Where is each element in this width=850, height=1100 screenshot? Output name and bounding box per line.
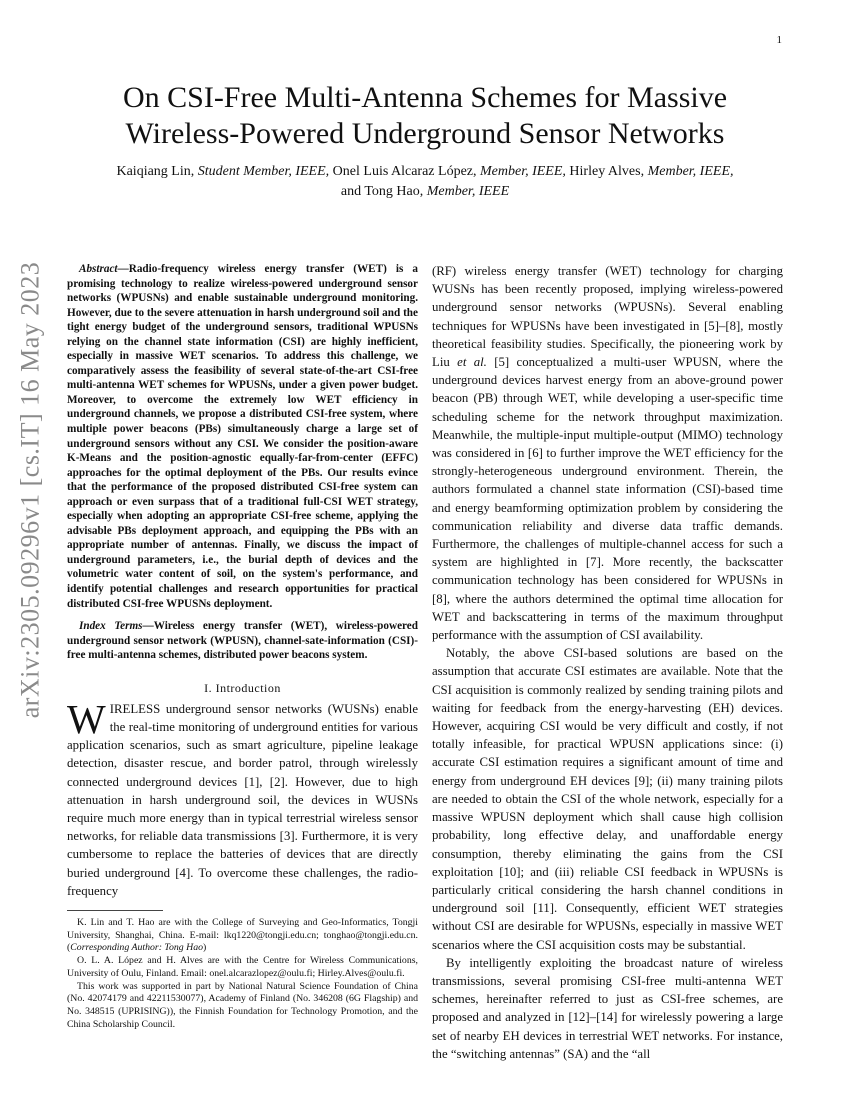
left-column bbox=[67, 262, 418, 1031]
title-line-2: Wireless-Powered Underground Sensor Networks bbox=[125, 117, 725, 150]
abstract-text: —Radio-frequency wireless energy transfer (WET) is a promising technology to realize wireless-powered underground sensor networks (WPUSNs) and enable sustainable underground monitoring. However, due to the severe attenuation in harsh underground soil and the tight energy budget of the underground sensors, traditional WPUSNs relying on the channel state information (CSI) are highly inefficient, especially in massive WET scenarios. To address this challenge, we comparatively assess the feasibility of several state-of-the-art CSI-free multi-antenna WET schemes for WPUSNs, under a given power budget. Moreover, to overcome the extremely low WET efficiency in underground channels, we propose a distributed CSI-free system, where multiple power beacons (PBs) simultaneously charge a large set of underground sensors without any CSI. We consider the position-aware K-Means and the position-agnostic equally-far-from-center (EFFC) approaches for the optimal deployment of the PBs. Our results evince that the performance of the proposed distributed CSI-free system can approach or even surpass that of a traditional full-CSI WET strategy, especially when adopting an appropriate CSI-free scheme, applying the advisable PBs deployment approach, and equipping the PBs with an appropriate number of antennas. Finally, we discuss the impact of underground parameters, i.e., the burial depth of devices and the volumetric water content of soil, on the system's performance, and identify potential challenges and research opportunities for practical distributed CSI-free WPUSNs deployment. bbox=[67, 263, 418, 610]
body-text-italic: et al. bbox=[457, 355, 487, 370]
footnote-text: ) bbox=[203, 942, 207, 954]
author-list bbox=[70, 162, 780, 202]
index-terms-label: Index Terms bbox=[79, 620, 143, 633]
section-heading: I. Introduction bbox=[204, 680, 281, 695]
intro-paragraph bbox=[67, 695, 418, 900]
footnote-rule bbox=[67, 910, 163, 911]
right-column bbox=[432, 262, 783, 1063]
author-name: and Tong Hao, bbox=[340, 184, 427, 199]
body-paragraph bbox=[432, 262, 783, 644]
author-name: Hirley Alves, bbox=[565, 164, 648, 179]
footnote-text: K. Lin and T. Hao are with the College of Surveying and Geo-Informatics, Tongji University, Shanghai, China. E-mail: lkq1220@tongji.edu.cn; tonghao@tongji.edu.cn. ( bbox=[67, 917, 418, 954]
drop-cap: W bbox=[67, 695, 106, 742]
arxiv-id: arXiv:2305.09296v1 [cs.IT] 16 May 2023 bbox=[15, 261, 45, 719]
body-paragraph: Notably, the above CSI-based solutions are based on the assumption that accurate CSI estimates are available. Note that the CSI acquisition is commonly realized by sending training pilots and waiting for feedback from the energy-harvesting (EH) devices. However, acquiring CSI would be very difficult and costly, if not totally infeasible, for practical WPUSN applications since: (i) accurate CSI estimation requires a significant amount of time and energy from underground EH devices [9]; (ii) many training pilots are needed to obtain the CSI of the whole network, especially for a massive WPUSN deployment which shall cause high collision probability, long effective delay, and unaffordable energy consumption, thereby eliminating the gains from the CSI exploitation [10]; and (iii) reliable CSI feedback in WPUSNs is particularly critical considering the harsh channel conditions in underground soil [11]. Consequently, efficient WET strategies without CSI are desirable for WPUSNs, especially in massive WET scenarios where the CSI acquisition costs may be substantial. bbox=[432, 646, 783, 952]
footnote-corresponding: Corresponding Author: Tong Hao bbox=[70, 942, 203, 954]
index-terms bbox=[67, 619, 418, 663]
author-role: Student Member, IEEE, bbox=[197, 164, 330, 179]
title-line-1: On CSI-Free Multi-Antenna Schemes for Massive bbox=[122, 81, 728, 114]
footnote-affiliation-2: O. L. A. López and H. Alves are with the Centre for Wireless Communications, University of Oulu, Finland. Email: onel.alcarazlopez@oulu.fi; Hirley.Alves@oulu.fi. bbox=[67, 955, 418, 979]
arxiv-watermark bbox=[10, 261, 50, 719]
abstract-label: Abstract bbox=[79, 263, 118, 275]
paper-title bbox=[60, 80, 790, 152]
author-name: Onel Luis Alcaraz López, bbox=[329, 164, 480, 179]
page-number: 1 bbox=[776, 34, 782, 46]
author-role: Member, IEEE bbox=[426, 184, 510, 199]
body-text: [5] conceptualized a multi-user WPUSN, where the underground devices harvest energy from an above-ground power beacon (PB) through WET, while developing a user-specific time scheduling scheme for the network throughput maximization. Meanwhile, the multiple-input multiple-output (MIMO) technology was considered in [6] to further improve the WET efficiency for the strongly-heterogeneous underground environment. Therein, the authors formulated a channel state information (CSI)-based time and energy beamforming optimization problem by considering the communication reliability and diverse data traffic demands. Furthermore, the challenges of multiple-channel access for such a system are highlighted in [7]. More recently, the backscatter communication technology has been considered for WPUSNs in [8], where the authors determined the optimal time allocation for WET and backscattering in terms of the maximum throughput performance with the assumption of CSI availability. bbox=[432, 355, 783, 643]
footnote-affiliation-1 bbox=[67, 917, 418, 955]
body-paragraph: By intelligently exploiting the broadcast nature of wireless transmissions, several promising CSI-free multi-antenna WET schemes, hereinafter referred to just as CSI-free schemes, are proposed and analyzed in [12]–[14] for wirelessly powering a large set of nearby EH devices in terrestrial WET networks. For instance, the “switching antennas” (SA) and the “all bbox=[432, 955, 783, 1061]
intro-text: IRELESS underground sensor networks (WUSNs) enable the real-time monitoring of underground entities for various application scenarios, such as smart agriculture, pipeline leakage detection, disaster rescue, and border patrol, through wirelessly connected underground devices [1], [2]. However, due to high attenuation in harsh underground soil, the devices in WUSNs require much more energy than in typical terrestrial wireless sensor networks, for reliable data transmissions [3]. Furthermore, it is very cumbersome to replace the batteries of devices that are directly buried underground [4]. To overcome these challenges, the radio-frequency bbox=[67, 701, 418, 898]
index-terms-text: —Wireless energy transfer (WET), wireless-powered underground sensor network (WPUSN), channel-sate-information (CSI)-free multi-antenna schemes, distributed power beacons system. bbox=[67, 620, 418, 662]
author-name: Kaiqiang Lin, bbox=[116, 164, 198, 179]
footnote-funding: This work was supported in part by National Natural Science Foundation of China (No. 42074179 and 42211530077), Academy of Finland (No. 346208 (6G Flagship) and No. 348515 (UPRISING)), the Finnish Foundation for Technology Promotion, and the China Scholarship Council. bbox=[67, 980, 418, 1030]
author-role: Member, IEEE, bbox=[480, 164, 566, 179]
abstract bbox=[67, 262, 418, 611]
author-role: Member, IEEE, bbox=[647, 164, 734, 179]
body-text: (RF) wireless energy transfer (WET) technology for charging WUSNs has been recently proposed, implying wireless-powered underground sensor networks (WPUSNs). Several enabling techniques for WPUSNs have been investigated in [5]–[8], mostly theoretical feasibility studies. Specifically, the pioneering work by Liu bbox=[432, 264, 783, 370]
